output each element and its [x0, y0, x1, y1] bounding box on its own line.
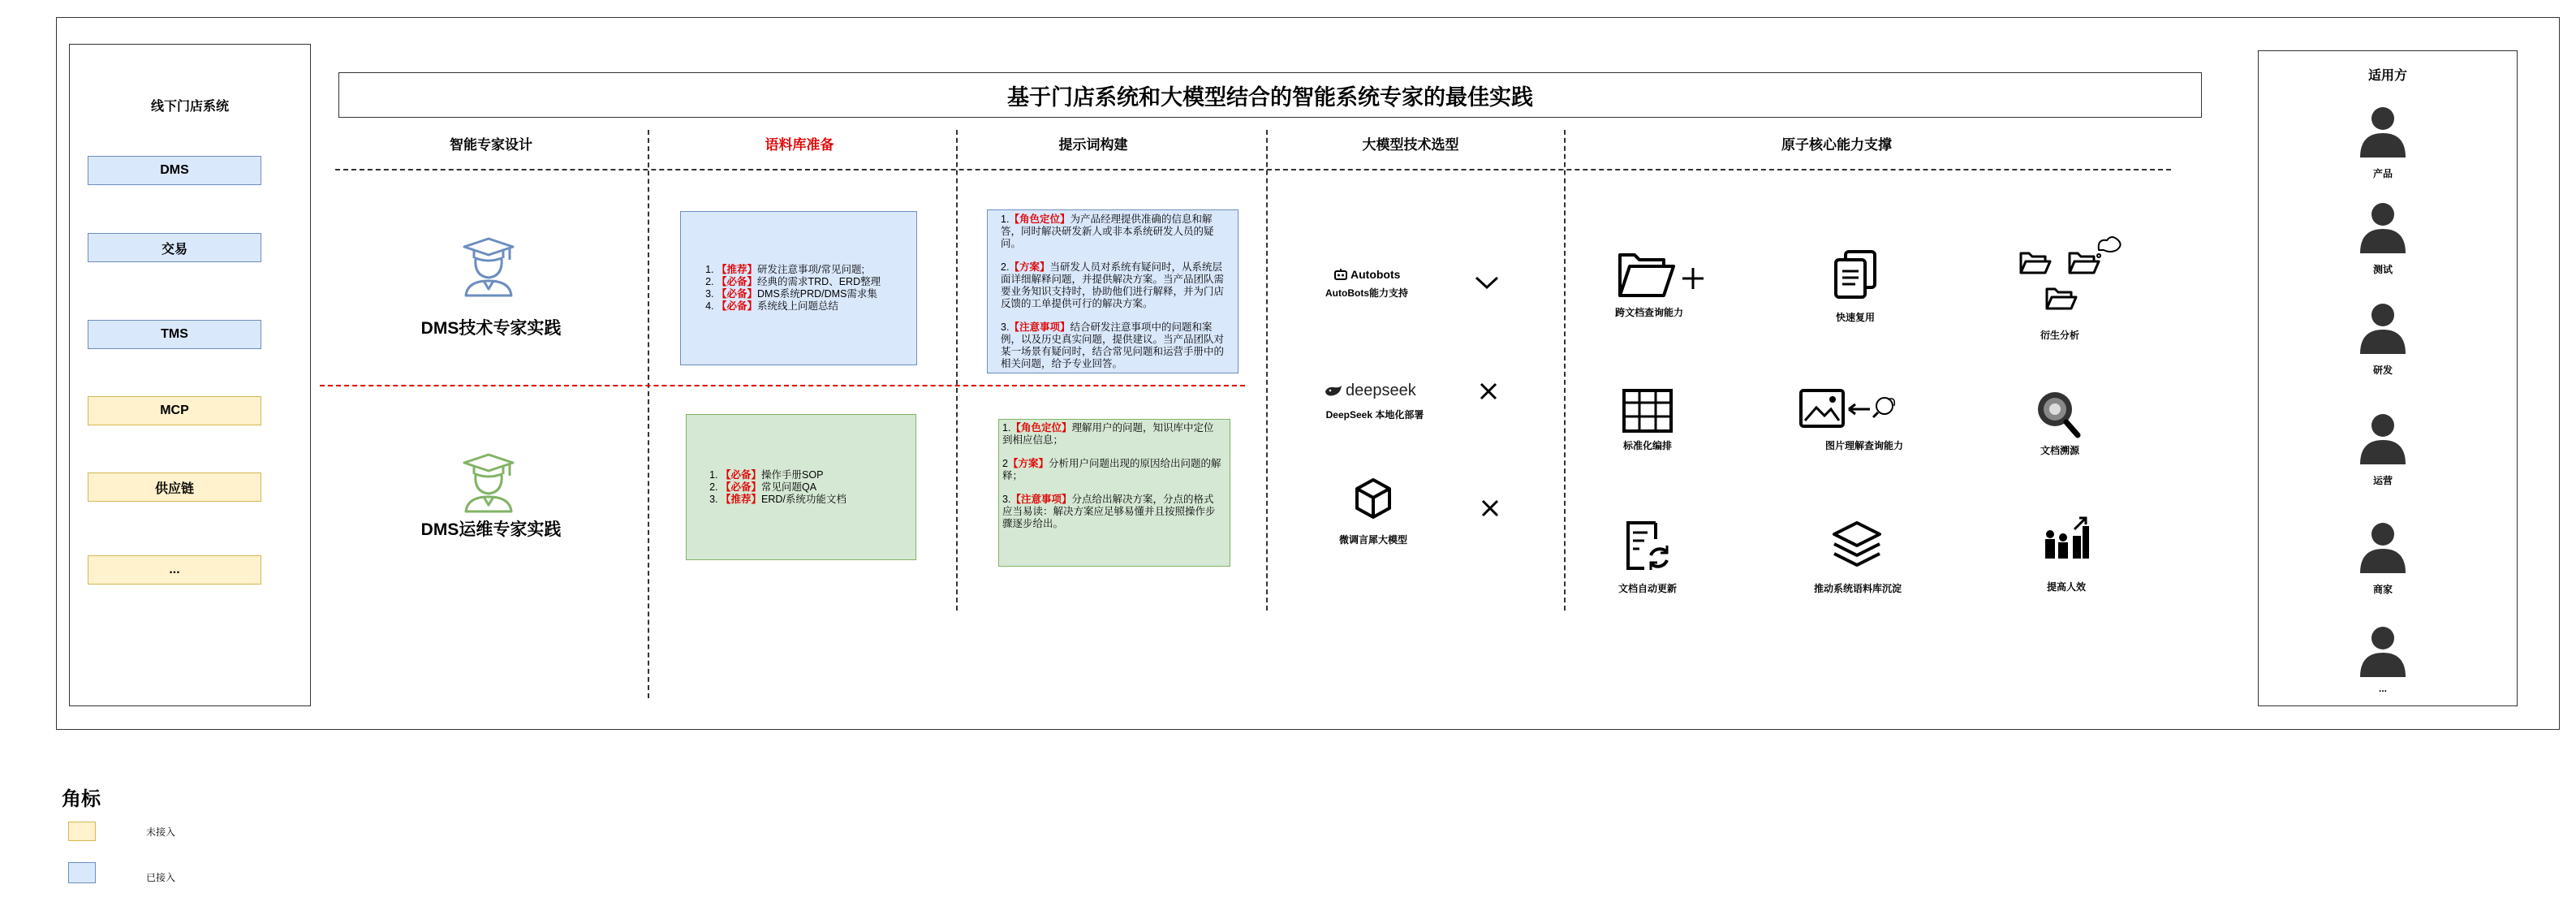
store-item-label: ... — [169, 563, 180, 576]
model-caption-yanxi: 微调言犀大模型 — [1338, 534, 1407, 546]
col-header-model: 大模型技术选型 — [1362, 137, 1459, 153]
prompt-item: 1.【角色定位】为产品经理提供准确的信息和解答，同时解决研发新人或非本系统研发人员的疑问。 — [1001, 214, 1214, 249]
store-item-trade[interactable] — [88, 233, 261, 262]
cross-mark-icon — [1480, 498, 1500, 518]
cap-label: 标准化编排 — [1622, 440, 1672, 451]
prompt-box-tech — [987, 209, 1238, 373]
folders-icon — [2018, 234, 2123, 315]
corpus-item: 3. 【必备】DMS系统PRD/DMS需求集 — [717, 288, 881, 300]
graduate-icon-green — [459, 451, 518, 513]
corpus-box-ops — [686, 414, 916, 560]
store-system-panel — [69, 44, 311, 706]
cap-label: 文档自动更新 — [1618, 583, 1677, 594]
page-title: 基于门店系统和大模型结合的智能系统专家的最佳实践 — [1007, 84, 1533, 110]
user-item[interactable] — [2358, 521, 2408, 596]
layers-icon — [1831, 520, 1883, 568]
legend-swatch-connected — [68, 862, 96, 883]
cap-label: 跨文档查询能力 — [1614, 307, 1683, 318]
store-item-dms[interactable] — [88, 156, 261, 185]
autobots-logo: Autobots — [1334, 268, 1400, 281]
user-label: 运营 — [2372, 475, 2393, 486]
expert-title-tech: DMS技术专家实践 — [420, 319, 562, 338]
corpus-item: 2. 【必备】经典的需求TRD、ERD整理 — [717, 276, 881, 288]
main-frame — [56, 17, 2560, 730]
image-search-icon — [1798, 388, 1899, 434]
deepseek-logo: deepseek — [1325, 382, 1416, 400]
col-divider-3 — [1266, 130, 1268, 611]
col-header-corpus: 语料库准备 — [765, 137, 834, 153]
corpus-item: 3. 【推荐】ERD/系统功能文档 — [721, 494, 846, 506]
store-item-label: 交易 — [161, 242, 187, 257]
corpus-box-tech — [680, 211, 917, 365]
store-panel-title: 线下门店系统 — [150, 100, 229, 114]
user-item[interactable] — [2358, 201, 2408, 276]
person-icon — [2358, 521, 2407, 573]
user-label: 产品 — [2372, 168, 2393, 179]
store-item-supply[interactable] — [88, 472, 261, 502]
corpus-item: 2. 【必备】常见问题QA — [721, 481, 846, 494]
header-divider — [335, 169, 2171, 170]
prompt-item: 1.【角色定位】理解用户的问题，知识库中定位到相应信息； — [1002, 422, 1214, 446]
user-item[interactable] — [2358, 625, 2408, 694]
corpus-item: 1. 【必备】操作手册SOP — [721, 469, 846, 481]
user-item[interactable] — [2358, 302, 2408, 377]
person-icon — [2358, 625, 2407, 677]
legend-swatch-pending — [68, 822, 96, 841]
person-icon — [2358, 106, 2407, 157]
col-header-prompt: 提示词构建 — [1058, 137, 1128, 153]
legend-title: 角标 — [62, 788, 101, 810]
user-label: 研发 — [2372, 365, 2393, 376]
cap-label: 提高人效 — [2046, 581, 2086, 593]
whale-icon — [1325, 385, 1342, 398]
person-icon — [2358, 302, 2407, 354]
person-icon — [2358, 201, 2407, 253]
person-icon — [2358, 412, 2407, 464]
prompt-box-ops — [998, 419, 1230, 567]
cross-mark-icon — [1479, 382, 1498, 401]
prompt-item: 2【方案】分析用户问题出现的原因给出问题的解释； — [1002, 458, 1221, 481]
col-header-atomic: 原子核心能力支撑 — [1781, 137, 1892, 153]
prompt-item: 2.【方案】当研发人员对系统有疑问时，从系统层面详细解释问题，并提供解决方案。当产品团队需要业务知识支持时，协助他们进行解释，并为门店反馈的工单提供可行的解决方案。 — [1001, 261, 1225, 309]
col-divider-4 — [1564, 130, 1566, 611]
corpus-item: 1. 【推荐】研发注意事项/常见问题; — [717, 264, 881, 276]
user-item[interactable] — [2358, 412, 2408, 487]
legend-label-pending: 未接入 — [146, 826, 176, 838]
graduate-icon-blue — [459, 235, 518, 297]
col-divider-1 — [648, 130, 649, 698]
magnifier-icon — [2034, 390, 2086, 438]
cap-label: 推动系统语料库沉淀 — [1813, 583, 1902, 594]
row-divider-red — [320, 385, 1245, 386]
cap-label: 文档溯源 — [2040, 445, 2079, 456]
user-item[interactable] — [2358, 106, 2408, 180]
col-header-design: 智能专家设计 — [450, 137, 532, 153]
doc-refresh-icon — [1623, 520, 1672, 572]
cap-label: 快速复用 — [1835, 312, 1875, 323]
check-mark-icon — [1474, 274, 1500, 291]
table-icon — [1622, 388, 1674, 434]
users-panel-title: 适用方 — [2367, 69, 2407, 83]
corpus-item: 4. 【必备】系统线上问题总结 — [717, 300, 881, 313]
people-growth-icon — [2042, 515, 2091, 563]
store-item-label: DMS — [160, 163, 189, 177]
user-label: 商家 — [2372, 584, 2393, 595]
user-label: ... — [2378, 683, 2387, 694]
title-banner — [338, 72, 2202, 118]
store-item-mcp[interactable] — [88, 396, 261, 425]
col-divider-2 — [956, 130, 958, 611]
user-label: 测试 — [2372, 264, 2393, 275]
model-caption-autobots: AutoBots能力支持 — [1325, 287, 1408, 299]
cap-label: 衍生分析 — [2040, 330, 2079, 341]
store-item-label: TMS — [161, 327, 188, 341]
expert-title-ops: DMS运维专家实践 — [420, 520, 562, 539]
model-caption-deepseek: DeepSeek 本地化部署 — [1325, 409, 1424, 421]
legend-label-connected: 已接入 — [146, 872, 176, 883]
store-item-tms[interactable] — [88, 320, 261, 349]
cube-icon — [1354, 477, 1393, 520]
store-item-label: MCP — [160, 403, 189, 417]
prompt-item: 3.【注意事项】分点给出解决方案，分点的格式应当易读：解决方案应足够易懂并且按照操作步骤逐步给出。 — [1002, 494, 1216, 529]
store-item-label: 供应链 — [154, 481, 194, 496]
cap-label: 图片理解查询能力 — [1824, 440, 1903, 451]
prompt-item: 3.【注意事项】结合研发注意事项中的问题和案例，以及历史真实问题，提供建议。当产品团队对某一场景有疑问时，结合常见问题和运营手册中的相关问题，给予专业回答。 — [1001, 321, 1225, 369]
store-item-more[interactable] — [88, 555, 261, 585]
folder-plus-icon — [1617, 248, 1708, 300]
copy-icon — [1831, 248, 1880, 300]
robot-icon — [1334, 269, 1347, 280]
